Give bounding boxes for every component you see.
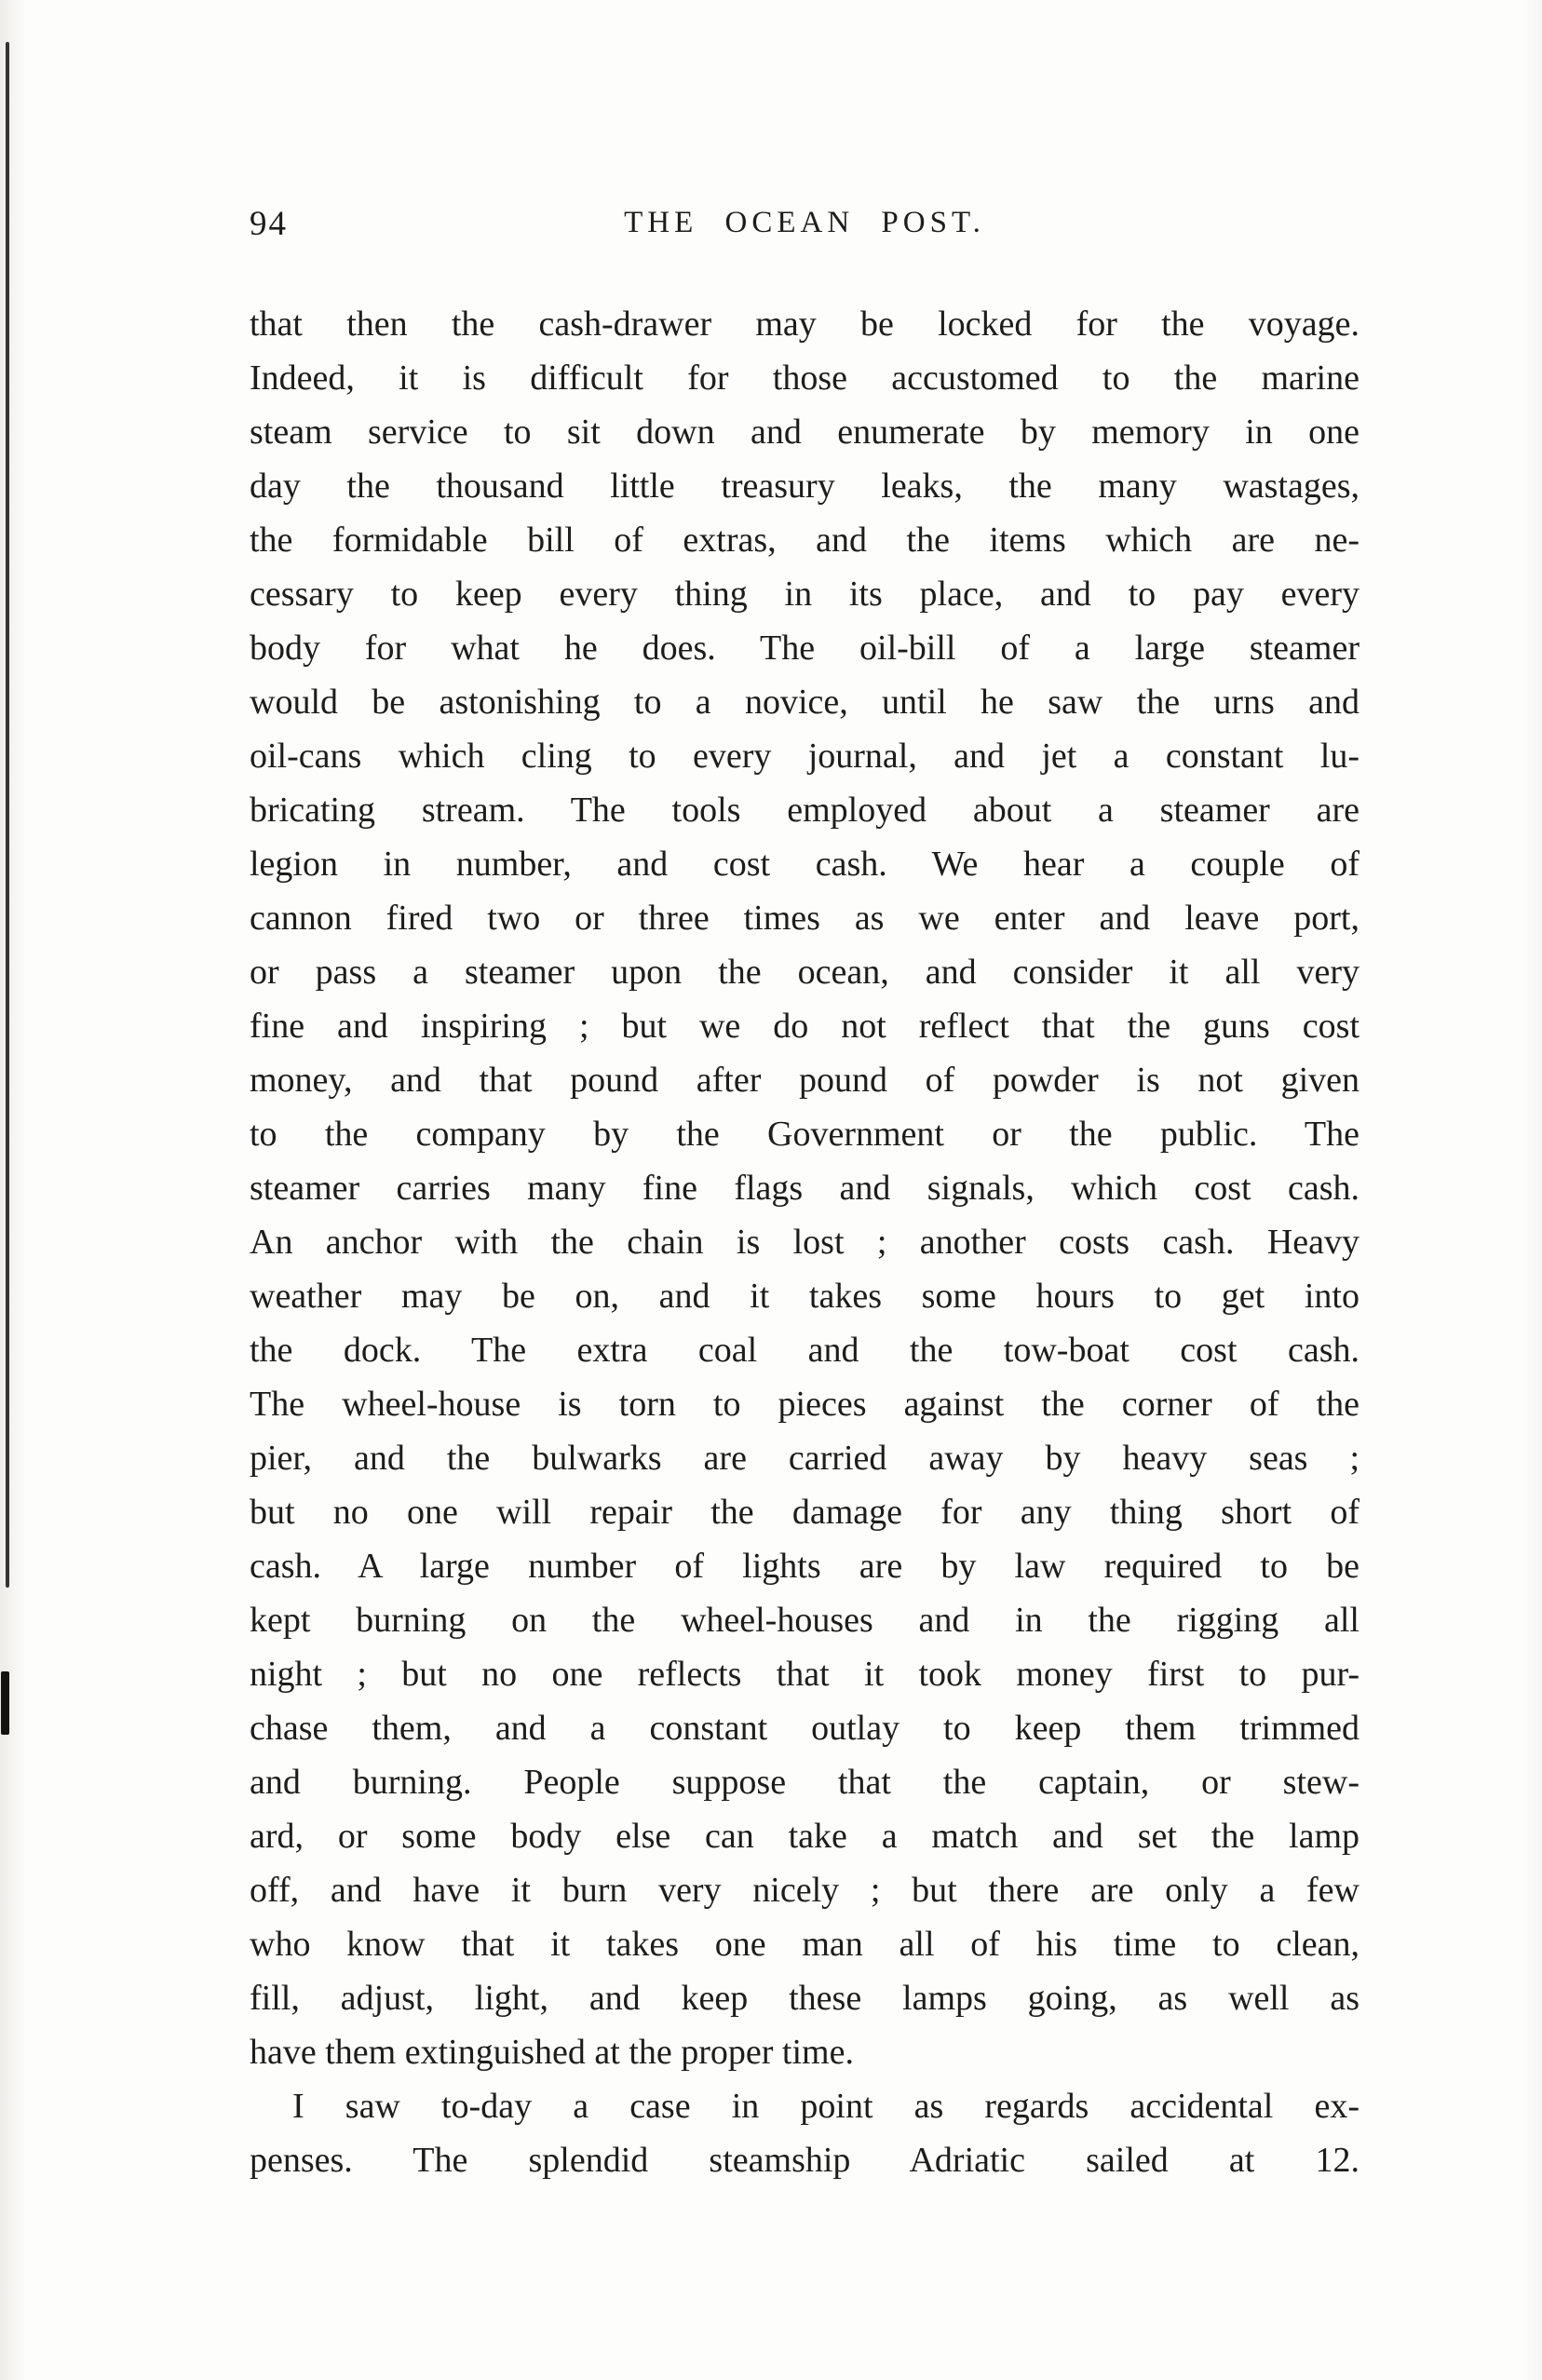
- text-line: cessary to keep every thing in its place, and to pay every: [250, 575, 1359, 614]
- text-line: or pass a steamer upon the ocean, and consider it all very: [250, 953, 1359, 992]
- text-line: body for what he does. The oil-bill of a large steamer: [250, 629, 1359, 668]
- text-line: off, and have it burn very nicely ; but there are only a few: [250, 1871, 1359, 1910]
- text-line: night ; but no one reflects that it took money first to pur-: [250, 1655, 1359, 1694]
- text-line: steam service to sit down and enumerate by memory in one: [250, 412, 1359, 452]
- text-line: and burning. People suppose that the captain, or stew-: [250, 1763, 1359, 1802]
- text-line: legion in number, and cost cash. We hear a couple of: [250, 845, 1359, 884]
- text-line: The wheel-house is torn to pieces against the corner of the: [250, 1385, 1359, 1424]
- text-line: An anchor with the chain is lost ; another costs cash. Heavy: [250, 1223, 1359, 1262]
- text-line: but no one will repair the damage for any thing short of: [250, 1493, 1359, 1532]
- text-line: the dock. The extra coal and the tow-boat cost cash.: [250, 1331, 1359, 1370]
- text-line: who know that it takes one man all of his time to clean,: [250, 1925, 1359, 1964]
- text-line: the formidable bill of extras, and the items which are ne-: [250, 521, 1359, 560]
- text-line: to the company by the Government or the public. The: [250, 1115, 1359, 1154]
- page-content: [250, 200, 1359, 2187]
- text-line: I saw to-day a case in point as regards accidental ex-: [292, 2087, 1359, 2126]
- text-line: chase them, and a constant outlay to keep them trimmed: [250, 1709, 1359, 1748]
- text-line: fine and inspiring ; but we do not reflect that the guns cost: [250, 1007, 1359, 1046]
- text-line: ard, or some body else can take a match and set the lamp: [250, 1817, 1359, 1856]
- text-line: have them extinguished at the proper time.: [250, 2033, 854, 2072]
- text-line: oil-cans which cling to every journal, and jet a constant lu-: [250, 737, 1359, 776]
- text-line: that then the cash-drawer may be locked for the voyage.: [250, 304, 1359, 344]
- page-header: [250, 200, 1359, 249]
- text-line: fill, adjust, light, and keep these lamps going, as well as: [250, 1979, 1359, 2018]
- page-body: [250, 297, 1359, 2187]
- text-line: cannon fired two or three times as we enter and leave port,: [250, 899, 1359, 938]
- text-line: would be astonishing to a novice, until he saw the urns and: [250, 683, 1359, 722]
- text-line: day the thousand little treasury leaks, the many wastages,: [250, 467, 1359, 506]
- scan-artifact-mark: [1, 1671, 9, 1735]
- text-line: money, and that pound after pound of powder is not given: [250, 1061, 1359, 1100]
- text-line: pier, and the bulwarks are carried away by heavy seas ;: [250, 1439, 1359, 1478]
- text-line: weather may be on, and it takes some hours to get into: [250, 1277, 1359, 1316]
- text-line: penses. The splendid steamship Adriatic sailed at 12.: [250, 2141, 1359, 2180]
- scan-artifact-left-edge: [6, 42, 9, 1588]
- text-line: Indeed, it is difficult for those accustomed to the marine: [250, 358, 1359, 398]
- running-title: THE OCEAN POST.: [624, 206, 985, 239]
- text-line: bricating stream. The tools employed about a steamer are: [250, 791, 1359, 830]
- text-line: kept burning on the wheel-houses and in the rigging all: [250, 1601, 1359, 1640]
- page-number: 94: [250, 205, 288, 243]
- text-line: steamer carries many fine flags and signals, which cost cash.: [250, 1169, 1359, 1208]
- text-line: cash. A large number of lights are by law required to be: [250, 1547, 1359, 1586]
